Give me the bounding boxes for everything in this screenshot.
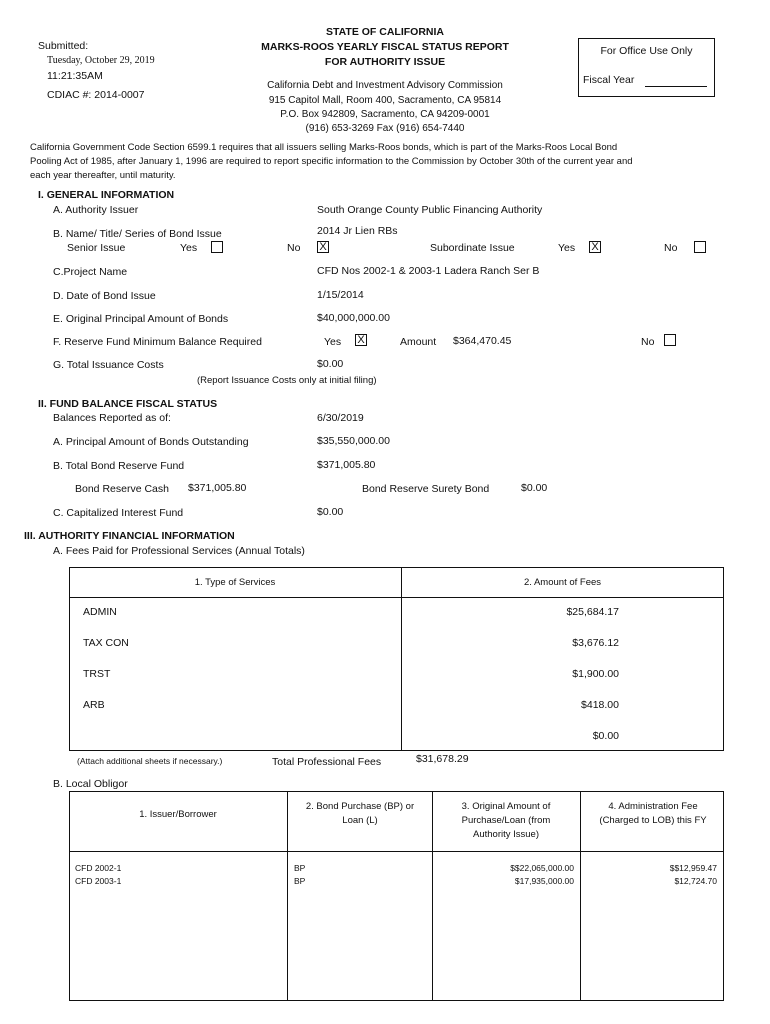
office-use-label: For Office Use Only <box>600 45 693 57</box>
principal-label: E. Original Principal Amount of Bonds <box>53 313 229 325</box>
date-label: D. Date of Bond Issue <box>53 290 156 302</box>
balances-label: Balances Reported as of: <box>53 412 171 424</box>
subordinate-yes-label: Yes <box>558 242 576 254</box>
state-title: STATE OF CALIFORNIA <box>325 26 445 38</box>
surety-label: Bond Reserve Surety Bond <box>362 483 490 495</box>
obligor-row-borrower: CFD 2003-1 <box>75 876 122 886</box>
fees-label: A. Fees Paid for Professional Services (Annual Totals) <box>53 545 305 557</box>
authority-issuer-label: A. Authority Issuer <box>53 204 139 216</box>
agency-address-1: 915 Capitol Mall, Room 400, Sacramento, CA 95814 <box>268 95 502 106</box>
senior-issue-label: Senior Issue <box>67 242 126 254</box>
reserve-fund-label: B. Total Bond Reserve Fund <box>53 460 185 472</box>
issuance-note: (Report Issuance Costs only at initial filing) <box>197 375 377 386</box>
section-3-heading: III. AUTHORITY FINANCIAL INFORMATION <box>24 530 235 542</box>
fees-row-service: ADMIN <box>83 606 117 618</box>
bond-issue-value: 2014 Jr Lien RBs <box>317 225 398 237</box>
obligor-row-amount: $17,935,000.00 <box>514 876 574 886</box>
obligor-row-fee: $12,724.70 <box>674 876 717 886</box>
obligor-col3-header: 3. Original Amount of Purchase/Loan (from Authority Issue) <box>461 801 551 840</box>
fiscal-year-label: Fiscal Year <box>583 74 635 86</box>
reserve-yes-checkbox[interactable]: X <box>355 334 367 346</box>
section-1-heading: I. GENERAL INFORMATION <box>38 189 175 201</box>
project-label: C.Project Name <box>53 266 128 278</box>
obligor-col1-header: 1. Issuer/Borrower <box>139 809 217 820</box>
surety-value: $0.00 <box>521 482 548 494</box>
obligor-col4-header: 4. Administration Fee (Charged to LOB) this FY <box>599 801 707 826</box>
total-fees-label: Total Professional Fees <box>272 756 382 768</box>
reserve-label: F. Reserve Fund Minimum Balance Required <box>53 336 262 348</box>
reserve-no-label: No <box>641 336 655 348</box>
fees-row-service: ARB <box>83 699 105 711</box>
reserve-amount-value: $364,470.45 <box>453 335 512 347</box>
subordinate-label: Subordinate Issue <box>430 242 515 254</box>
agency-phone: (916) 653-3269 Fax (916) 654-7440 <box>305 123 465 134</box>
senior-no-checkbox[interactable]: X <box>317 241 329 253</box>
obligor-col2-header: 2. Bond Purchase (BP) or Loan (L) <box>305 801 415 826</box>
outstanding-label: A. Principal Amount of Bonds Outstanding <box>53 436 249 448</box>
attach-note: (Attach additional sheets if necessary.) <box>77 756 223 766</box>
fiscal-year-field[interactable] <box>645 86 707 87</box>
obligor-divider-3 <box>580 791 581 1001</box>
obligor-row-fee: $$12,959.47 <box>669 863 717 873</box>
fees-col-amount-header: 2. Amount of Fees <box>523 577 602 588</box>
capitalized-value: $0.00 <box>317 506 344 518</box>
obligor-row-type: BP <box>294 876 306 886</box>
submitted-time: 11:21:35AM <box>47 70 103 82</box>
fees-row-amount: $3,676.12 <box>572 637 619 649</box>
obligor-divider-1 <box>287 791 288 1001</box>
fees-table <box>69 567 724 751</box>
senior-yes-checkbox[interactable] <box>211 241 223 253</box>
issuance-value: $0.00 <box>317 358 344 370</box>
outstanding-value: $35,550,000.00 <box>317 435 390 447</box>
obligor-label: B. Local Obligor <box>53 778 128 790</box>
fees-row-service: TRST <box>83 668 111 680</box>
report-title: MARKS-ROOS YEARLY FISCAL STATUS REPORT <box>261 41 509 53</box>
reserve-fund-value: $371,005.80 <box>317 459 376 471</box>
fees-col-type-header: 1. Type of Services <box>194 577 276 588</box>
obligor-row-type: BP <box>294 863 306 873</box>
bond-issue-label: B. Name/ Title/ Series of Bond Issue <box>53 228 222 240</box>
obligor-row-borrower: CFD 2002-1 <box>75 863 122 873</box>
authority-issuer-value: South Orange County Public Financing Authority <box>317 204 543 216</box>
subordinate-yes-checkbox[interactable]: X <box>589 241 601 253</box>
date-value: 1/15/2014 <box>317 289 364 301</box>
office-use-box <box>578 38 715 97</box>
fees-row-amount: $418.00 <box>581 699 619 711</box>
capitalized-label: C. Capitalized Interest Fund <box>53 507 184 519</box>
balances-date: 6/30/2019 <box>317 412 364 424</box>
intro-text: California Government Code Section 6599.1 requires that all issuers selling Marks-Roos bonds, which is part of the Marks-Roos Local Bond Pooling Act of 1985, after January 1, 1996 are required to report specific information to the Commission by October 30th of the current year and each year thereafter, until maturity. <box>30 142 633 181</box>
reserve-cash-label: Bond Reserve Cash <box>75 483 169 495</box>
fees-row-amount: $25,684.17 <box>566 606 619 618</box>
subordinate-no-label: No <box>664 242 678 254</box>
senior-yes-label: Yes <box>180 242 198 254</box>
agency-address-2: P.O. Box 942809, Sacramento, CA 94209-0001 <box>280 109 490 120</box>
total-fees-value: $31,678.29 <box>416 753 469 765</box>
fees-header-divider <box>69 597 724 598</box>
fees-row-amount: $0.00 <box>592 730 619 742</box>
project-value: CFD Nos 2002-1 & 2003-1 Ladera Ranch Ser B <box>317 265 540 277</box>
principal-value: $40,000,000.00 <box>317 312 390 324</box>
report-subtitle: FOR AUTHORITY ISSUE <box>324 56 446 68</box>
obligor-row-amount: $$22,065,000.00 <box>510 863 574 873</box>
reserve-cash-value: $371,005.80 <box>188 482 247 494</box>
obligor-divider-2 <box>432 791 433 1001</box>
section-2-heading: II. FUND BALANCE FISCAL STATUS <box>38 398 218 410</box>
submitted-label: Submitted: <box>38 40 89 52</box>
cdiac-number: CDIAC #: 2014-0007 <box>47 89 145 101</box>
reserve-no-checkbox[interactable] <box>664 334 676 346</box>
agency-name: California Debt and Investment Advisory Commission <box>267 80 503 91</box>
fees-row-amount: $1,900.00 <box>572 668 619 680</box>
fees-column-divider <box>401 567 402 751</box>
subordinate-no-checkbox[interactable] <box>694 241 706 253</box>
senior-no-label: No <box>287 242 301 254</box>
submitted-date: Tuesday, October 29, 2019 <box>47 55 155 66</box>
reserve-amount-label: Amount <box>400 336 437 348</box>
fees-row-service: TAX CON <box>83 637 129 649</box>
reserve-yes-label: Yes <box>324 336 342 348</box>
issuance-label: G. Total Issuance Costs <box>53 359 164 371</box>
obligor-header-divider <box>69 851 724 852</box>
